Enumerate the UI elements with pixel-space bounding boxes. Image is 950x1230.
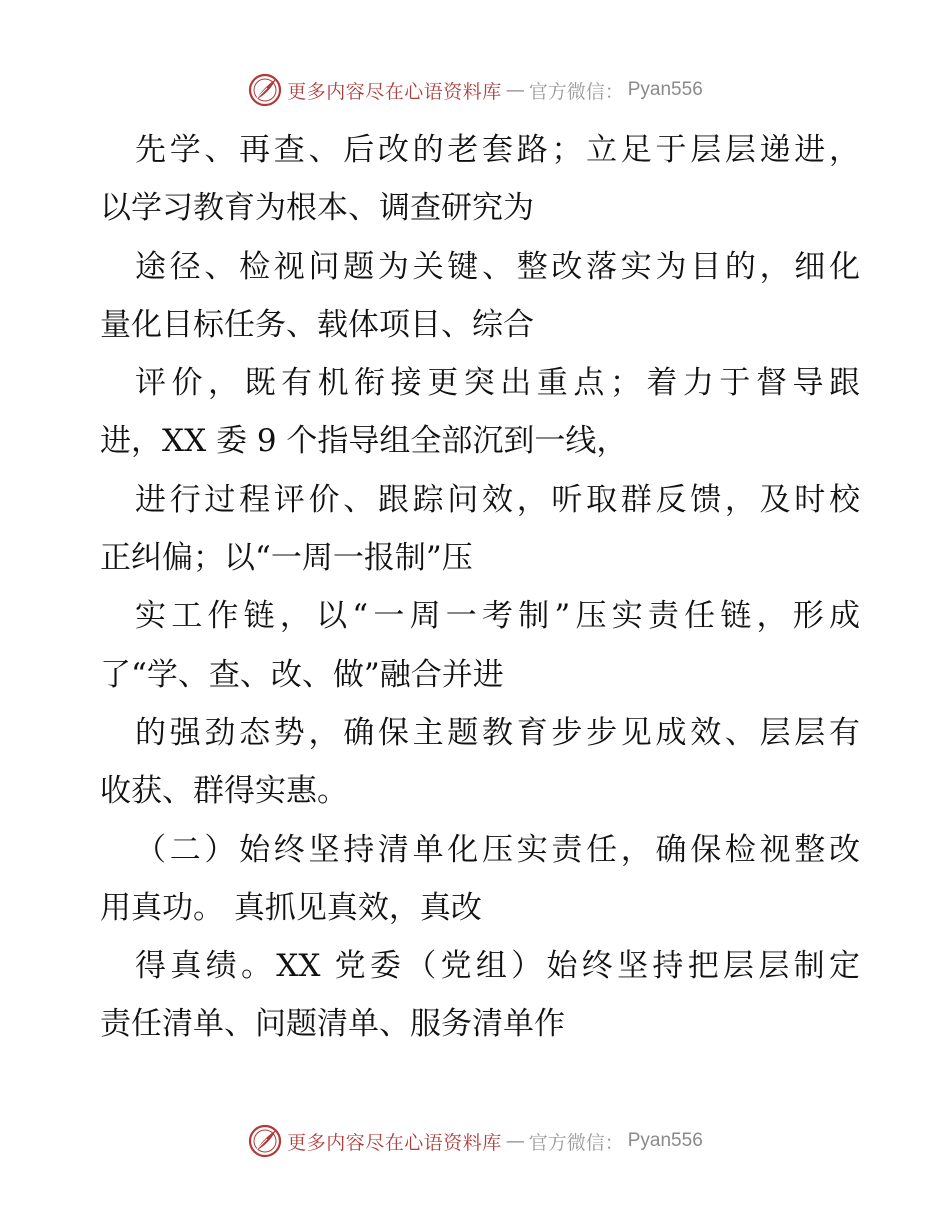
body-line: 量化目标任务、载体项目、综合 xyxy=(100,306,534,343)
footer-banner-separator: — xyxy=(505,1130,525,1152)
body-line: 以学习教育为根本、调查研究为 xyxy=(100,190,534,227)
footer-wechat-label: 官方微信： xyxy=(528,1131,624,1154)
body-line: 先学、再查、后改的老套路；立足于层层递进， xyxy=(135,132,860,168)
body-line: 进，XX 委 9 个指导组全部沉到一线， xyxy=(100,423,628,460)
body-line: 途径、检视问题为关键、整改落实为目的，细化 xyxy=(135,248,860,285)
footer-wechat-id: Pyan556 xyxy=(627,1130,703,1151)
footer-banner xyxy=(0,1121,950,1161)
feather-logo-icon xyxy=(247,72,283,108)
feather-logo-icon xyxy=(247,1123,283,1159)
header-wechat-label: 官方微信： xyxy=(528,80,624,103)
footer-banner-text: 更多内容尽在心语资料库 xyxy=(287,1131,502,1154)
document-body xyxy=(100,121,860,1054)
body-line: 收获、群得实惠。 xyxy=(100,773,348,810)
body-line: 实工作链，以“一周一考制”压实责任链，形成 xyxy=(135,598,860,635)
body-line: 的强劲态势，确保主题教育步步见成效、层层有 xyxy=(135,714,860,751)
body-line: 评价，既有机衔接更突出重点；着力于督导跟 xyxy=(135,365,860,402)
body-line: 用真功。 真抓见真效，真改 xyxy=(100,889,482,926)
header-banner-separator: — xyxy=(505,79,525,101)
header-banner-text: 更多内容尽在心语资料库 xyxy=(287,80,502,103)
body-line: 进行过程评价、跟踪问效，听取群反馈，及时校 xyxy=(135,481,860,518)
body-line: 责任清单、问题清单、服务清单作 xyxy=(100,1006,565,1043)
body-line: 了“学、查、改、做”融合并进 xyxy=(100,656,504,693)
body-line: 得真绩。XX 党委（党组）始终坚持把层层制定 xyxy=(135,948,860,985)
header-banner xyxy=(0,70,950,110)
section-heading-line: （二）始终坚持清单化压实责任，确保检视整改 xyxy=(135,831,860,868)
header-wechat-id: Pyan556 xyxy=(627,79,703,100)
body-line: 正纠偏；以“一周一报制”压 xyxy=(100,540,473,577)
